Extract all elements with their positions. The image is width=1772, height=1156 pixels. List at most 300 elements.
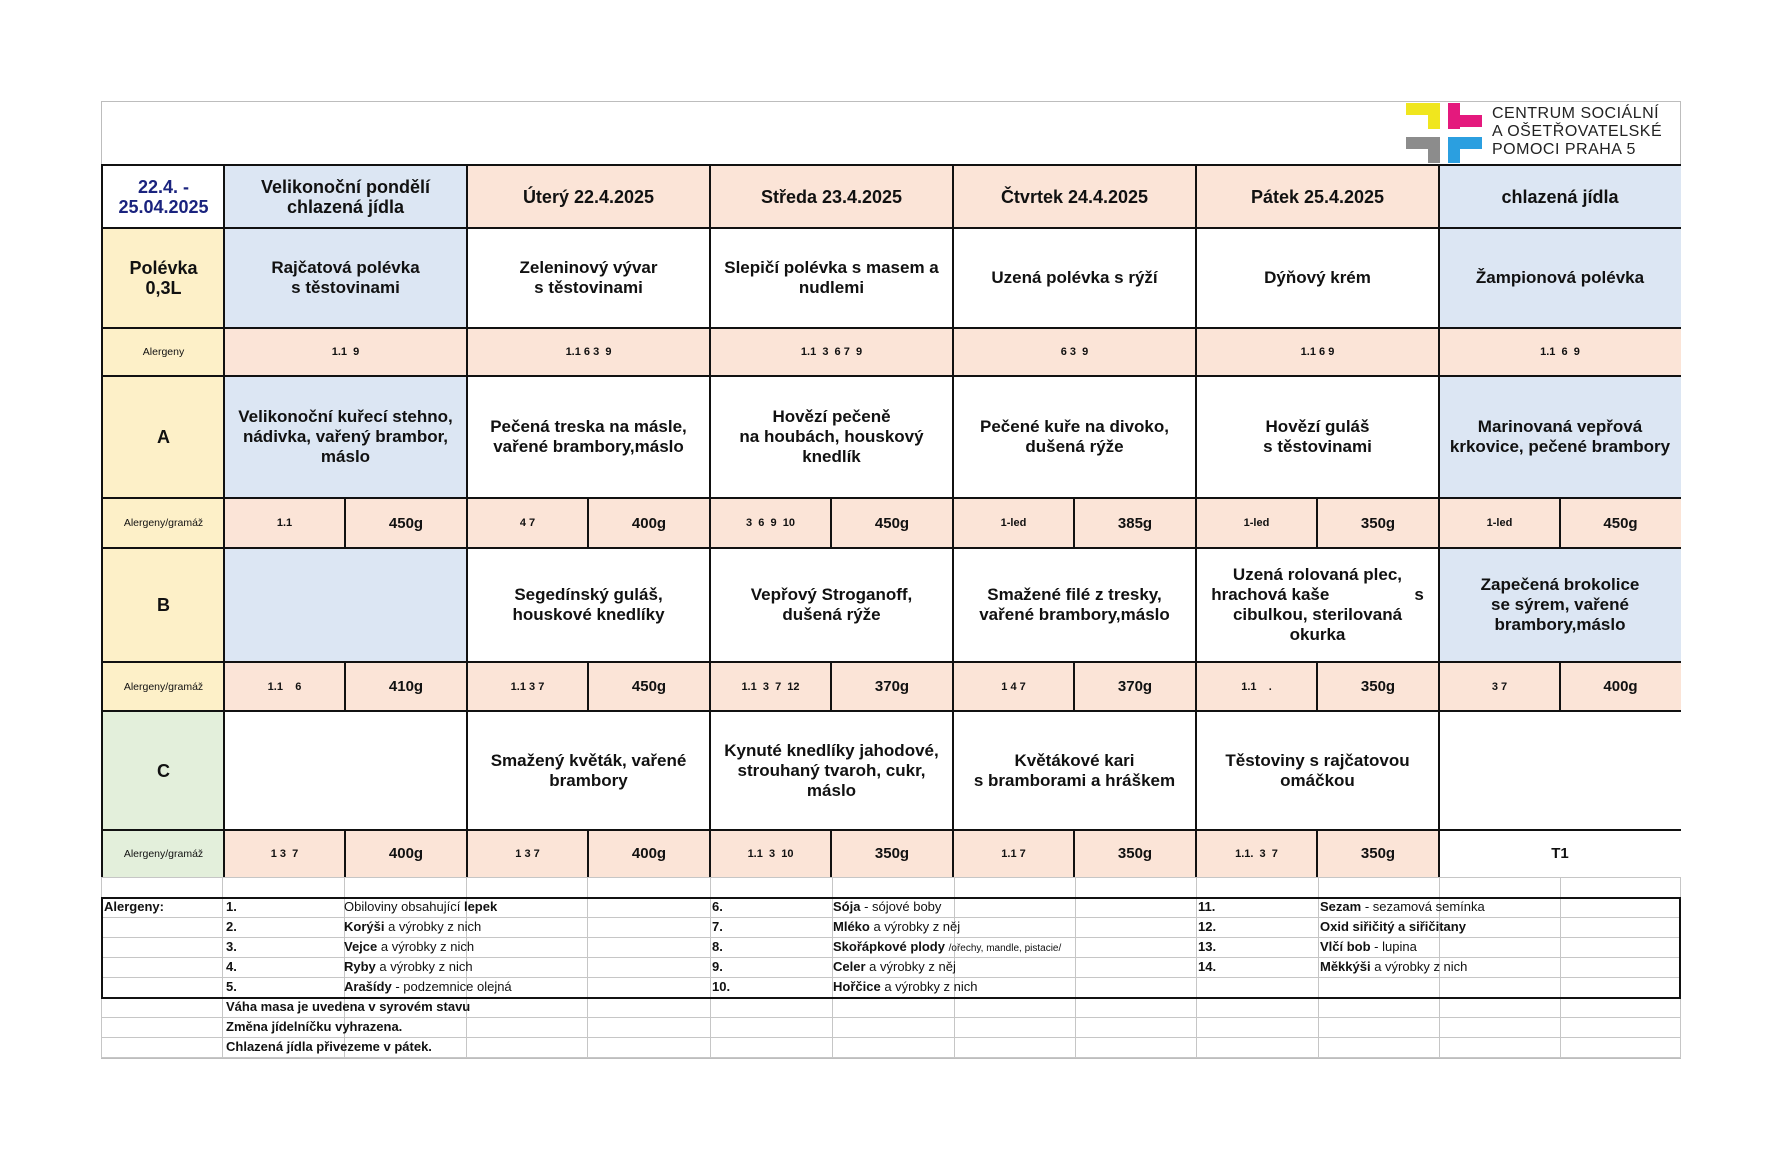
text-line: 350g (874, 845, 910, 862)
text-line: Smažené filé z tresky, (987, 585, 1162, 604)
legend-text-part: a výrobky z něj (869, 919, 961, 934)
cell-text (980, 417, 1169, 457)
cell-text (157, 595, 170, 615)
allergen-codes (467, 662, 588, 711)
portion-weight (1560, 662, 1681, 711)
cell-text (1603, 678, 1637, 695)
text-line: 1.1 3 7 (510, 680, 545, 693)
text-line: vařené brambory,máslo (979, 605, 1170, 624)
text-line: 22.4. - (137, 177, 190, 197)
grid-line (1438, 166, 1441, 877)
day-header (710, 166, 953, 228)
logo-blue-shape (1460, 137, 1482, 149)
text-line: hrachová kaše s (1211, 585, 1424, 604)
legend-text-part: 3. (226, 939, 237, 954)
meal-c-item (710, 711, 953, 830)
cell-text (1118, 845, 1152, 862)
cell-text (1540, 346, 1580, 358)
legend-grid-line (1075, 877, 1076, 1057)
cell-text (1603, 515, 1637, 532)
legend-grid-line (101, 917, 1681, 918)
text-line: Marinovaná vepřová (1477, 417, 1643, 436)
cell-text (746, 517, 795, 529)
logo-text (1492, 105, 1662, 159)
text-line: 1.1 6 3 9 (565, 346, 612, 358)
legend-text-part: 4. (226, 959, 237, 974)
text-line: Slepičí polévka s masem a (724, 258, 939, 277)
grid-line (709, 166, 712, 877)
cell-text (261, 177, 430, 217)
cell-text (1241, 681, 1272, 693)
cell-text (1225, 751, 1409, 791)
allergen-number (712, 979, 730, 994)
soup-allergens (1439, 328, 1681, 376)
cell-text (1061, 346, 1089, 358)
menu-note (226, 1019, 402, 1034)
grid-line (344, 830, 346, 877)
grid-line (1316, 662, 1318, 711)
cell-text (1492, 681, 1507, 693)
allergen-codes (710, 498, 831, 548)
cell-text (1501, 187, 1618, 207)
allergen-gramaz-label (103, 662, 224, 711)
cell-text (389, 678, 423, 695)
legend-text-part: 5. (226, 979, 237, 994)
legend-text-part: Alergeny: (104, 899, 164, 914)
text-line: Dýňový krém (1264, 268, 1371, 287)
meal-a-item (1196, 376, 1439, 498)
cell-text (979, 585, 1170, 625)
logo-magenta-shape (1460, 115, 1482, 127)
grid-line (587, 830, 589, 877)
portion-weight (588, 662, 710, 711)
meal-b-item (710, 548, 953, 662)
text-line: 1.1 6 9 (1540, 346, 1580, 358)
legend-text-part: Celer (833, 959, 866, 974)
day-header (224, 166, 467, 228)
meal-b-label (103, 548, 224, 662)
allergen-number (226, 959, 237, 974)
cell-text (271, 848, 299, 860)
text-line: 25.04.2025 (118, 197, 209, 217)
legend-text-part: Sója (833, 899, 861, 914)
allergen-row-label (103, 328, 224, 376)
text-line: Alergeny/gramáž (123, 847, 204, 860)
legend-grid-line (587, 877, 588, 1057)
cell-text (277, 517, 292, 529)
allergen-gramaz-label (103, 830, 224, 877)
legend-text-part: 10. (712, 979, 731, 994)
day-header (1439, 166, 1681, 228)
text-line: Zapečená brokolice (1480, 575, 1640, 594)
cell-text (1244, 517, 1270, 529)
grid-line (952, 166, 955, 877)
legend-text-part: Obiloviny obsahující (344, 899, 464, 914)
cell-text (143, 346, 184, 358)
text-line: 1-led (1243, 517, 1270, 529)
text-line: 1.1 9 (331, 346, 360, 358)
cell-text (748, 848, 794, 860)
allergen-gramaz-label (103, 498, 224, 548)
grid-line (103, 547, 1681, 550)
text-line: Uzená rolovaná plec, (1232, 565, 1403, 584)
cell-text (632, 678, 666, 695)
portion-weight (1317, 498, 1439, 548)
cell-text (511, 681, 545, 693)
legend-text-part: 2. (226, 919, 237, 934)
legend-text-part: 11. (1198, 899, 1216, 914)
text-line: Středa 23.4.2025 (760, 187, 903, 207)
text-line: 400g (631, 845, 667, 862)
legend-text-part: - sójové boby (860, 899, 942, 914)
legend-text-part: 1. (226, 899, 237, 914)
portion-weight (345, 830, 467, 877)
legend-text-part: Vejce (344, 939, 378, 954)
cell-text (389, 845, 423, 862)
grid-line (1195, 166, 1198, 877)
text-line: nudlemi (798, 278, 865, 297)
logo-gray-shape (1428, 137, 1440, 163)
cell-text (1001, 848, 1025, 860)
meal-c-item (1196, 711, 1439, 830)
text-line: Kynuté knedlíky jahodové, (724, 740, 939, 760)
text-line: 1.1 . (1241, 680, 1272, 693)
cell-text (632, 845, 666, 862)
cell-text (491, 751, 687, 791)
text-line: 1-led (1486, 517, 1513, 529)
meal-a-item (467, 376, 710, 498)
text-line: A (157, 427, 170, 447)
legend-text-part: Chlazená jídla přivezeme v pátek. (226, 1039, 432, 1054)
portion-weight (345, 662, 467, 711)
menu-note (226, 999, 470, 1014)
cell-text (1001, 187, 1148, 207)
grid-line (103, 227, 1681, 230)
cell-text (268, 681, 302, 693)
legend-text-part: - sezamová semínka (1361, 899, 1485, 914)
meal-b-item (467, 548, 710, 662)
text-line: Velikonoční kuřecí stehno, (238, 407, 453, 426)
text-line: dušená rýže (782, 605, 881, 624)
text-line: C (157, 760, 170, 781)
legend-text-part: a výrobky z nich (1370, 959, 1468, 974)
text-line: Alergeny/gramáž (123, 517, 204, 529)
cell-text (515, 848, 539, 860)
grid-line (1559, 498, 1561, 548)
cell-text (761, 187, 902, 207)
soup-label (103, 228, 224, 328)
cell-text (724, 258, 939, 298)
allergen-description (1320, 959, 1467, 974)
legend-grid-line (710, 877, 711, 1057)
allergen-description (833, 939, 1061, 956)
text-line: 450g (388, 514, 424, 532)
text-line: strouhaný tvaroh, cukr, (737, 760, 926, 780)
diet-code-cell (1439, 830, 1681, 877)
text-line: 1.1 3 7 12 (741, 680, 800, 693)
meal-a-item (1439, 376, 1681, 498)
allergen-codes (1196, 662, 1317, 711)
text-line: Úterý 22.4.2025 (522, 187, 655, 207)
allergen-codes (467, 498, 588, 548)
grid-line (1073, 498, 1075, 548)
text-line: s těstovinami (534, 278, 643, 297)
allergen-number (226, 979, 237, 994)
legend-text-part: a výrobky z nich (384, 919, 482, 934)
legend-text-part: Korýši (344, 919, 385, 934)
cell-text (1235, 848, 1278, 860)
allergen-codes (224, 498, 345, 548)
meal-c-item (467, 711, 710, 830)
portion-weight (1560, 498, 1681, 548)
cell-text (1264, 268, 1371, 288)
cell-text (1118, 515, 1152, 532)
cell-text (520, 517, 535, 529)
text-line: 450g (631, 678, 667, 695)
grid-line (1559, 662, 1561, 711)
legend-grid-line (101, 877, 1681, 878)
grid-line (1316, 498, 1318, 548)
soup-item (224, 228, 467, 328)
text-line: chlazená jídla (286, 197, 405, 217)
allergen-number (226, 919, 237, 934)
text-line: 0,3L (145, 278, 182, 298)
grid-line (1316, 830, 1318, 877)
soup-allergens (1196, 328, 1439, 376)
allergen-number (226, 939, 237, 954)
logo-line-1: CENTRUM SOCIÁLNÍ (1492, 105, 1660, 122)
allergen-number (226, 899, 237, 914)
legend-grid-line (101, 937, 1681, 938)
soup-allergens (467, 328, 710, 376)
legend-text-part: Měkkýši (1320, 959, 1371, 974)
allergen-number (1198, 939, 1216, 954)
allergen-number (1198, 959, 1216, 974)
portion-weight (831, 662, 953, 711)
logo-blue-shape (1448, 137, 1460, 163)
legend-grid-line (101, 897, 103, 997)
cell-text (1001, 681, 1025, 693)
cell-text (1211, 565, 1424, 645)
legend-text-part: Ryby (344, 959, 376, 974)
allergen-number (712, 899, 723, 914)
text-line: 1.1 7 (1001, 847, 1026, 860)
text-line: máslo (320, 447, 371, 466)
cell-text (1263, 417, 1372, 457)
allergen-description (344, 939, 474, 954)
cell-text (520, 258, 658, 298)
portion-weight (1074, 662, 1196, 711)
text-line: Hovězí pečeně (772, 407, 891, 426)
cell-text (1001, 517, 1027, 529)
cell-text (490, 417, 687, 457)
grid-line (103, 710, 1681, 713)
text-line: omáčkou (1280, 770, 1355, 790)
cell-text (801, 346, 862, 358)
cell-text (875, 845, 909, 862)
logo-line-2: A OŠETŘOVATELSKÉ (1492, 123, 1663, 140)
allergen-codes (953, 498, 1074, 548)
cell-text (1551, 845, 1569, 862)
meal-b-item (224, 548, 467, 662)
legend-grid-line (1560, 877, 1561, 1057)
text-line: 400g (388, 845, 424, 862)
text-line: Smažený květák, vařené (490, 750, 687, 770)
legend-text-part: a výrobky z nich (377, 939, 475, 954)
text-line: 1 3 7 (270, 847, 299, 860)
legend-text-part: 7. (712, 919, 723, 934)
cell-text (332, 346, 360, 358)
grid-line (103, 327, 1681, 330)
text-line: Polévka (129, 258, 198, 278)
portion-weight (831, 498, 953, 548)
legend-text-part: 12. (1198, 919, 1217, 934)
cell-text (875, 515, 909, 532)
cell-text (129, 258, 197, 298)
text-line: vařené brambory,máslo (493, 437, 684, 456)
cell-text (118, 177, 208, 217)
allergen-description (1320, 899, 1485, 914)
allergen-description (833, 919, 960, 934)
text-line: 1.1 3 10 (747, 847, 794, 860)
cell-text (875, 678, 909, 695)
text-line: Pečená treska na másle, (490, 417, 687, 436)
day-header (467, 166, 710, 228)
legend-text-part: 6. (712, 899, 723, 914)
legend-text-part: - podzemnice olejná (391, 979, 512, 994)
allergen-codes (1196, 830, 1317, 877)
grid-line (466, 166, 469, 877)
cell-text (1301, 346, 1335, 358)
meal-a-item (953, 376, 1196, 498)
text-line: okurka (1289, 625, 1346, 644)
cell-text (974, 751, 1175, 791)
logo-yellow-shape (1406, 103, 1428, 115)
soup-item (1439, 228, 1681, 328)
legend-text-part: 14. (1198, 959, 1217, 974)
cell-text (724, 741, 938, 801)
cell-text (1481, 575, 1640, 635)
grid-line (1073, 662, 1075, 711)
soup-item (467, 228, 710, 328)
meal-a-item (710, 376, 953, 498)
text-line: Alergeny/gramáž (123, 680, 204, 693)
allergen-codes (1439, 498, 1560, 548)
text-line: 1.1 6 (267, 680, 302, 693)
text-line: 1.1. 3 7 (1235, 847, 1278, 860)
legend-grid-line (101, 1057, 1681, 1058)
allergen-description (1320, 919, 1466, 934)
cell-text (1361, 678, 1395, 695)
allergen-description (833, 959, 956, 974)
legend-text-part: a výrobky z nich (880, 979, 978, 994)
allergen-description (344, 959, 473, 974)
meal-c-item (953, 711, 1196, 830)
grid-line (344, 662, 346, 711)
legend-text-part: 13. (1198, 939, 1217, 954)
text-line: 1.1 3 6 7 9 (800, 346, 863, 358)
text-line: chlazená jídla (1501, 187, 1619, 207)
meal-b-item (1439, 548, 1681, 662)
legend-grid-line (101, 957, 1681, 958)
legend-grid-line (222, 877, 223, 1057)
portion-weight (1317, 662, 1439, 711)
text-line: Zeleninový vývar (519, 258, 658, 277)
legend-grid-line (1318, 877, 1319, 1057)
soup-item (953, 228, 1196, 328)
allergen-number (1198, 919, 1216, 934)
allergen-number (712, 939, 723, 954)
logo-gray-shape (1406, 137, 1428, 149)
text-line: máslo (806, 780, 857, 800)
allergen-codes (224, 830, 345, 877)
cell-text (1118, 678, 1152, 695)
cell-text (1251, 187, 1384, 207)
day-header (953, 166, 1196, 228)
cell-text (124, 681, 203, 693)
text-line: houskové knedlíky (512, 605, 665, 624)
logo-magenta-shape (1448, 103, 1460, 129)
text-line: krkovice, pečené brambory (1449, 437, 1671, 456)
legend-text-part: a výrobky z něj (865, 959, 956, 974)
grid-line (587, 498, 589, 548)
allergen-codes (467, 830, 588, 877)
text-line: Těstoviny s rajčatovou (1225, 750, 1410, 770)
cell-text (124, 848, 203, 860)
meal-b-item (1196, 548, 1439, 662)
legend-text-part: Mléko (833, 919, 870, 934)
legend-title (104, 899, 164, 914)
legend-grid-line (101, 977, 1681, 978)
text-line: s těstovinami (1263, 437, 1372, 456)
grid-line (344, 498, 346, 548)
legend-grid-line (101, 1017, 1681, 1018)
allergen-number (712, 959, 723, 974)
text-line: nádivka, vařený brambor, (242, 427, 449, 446)
soup-allergens (710, 328, 953, 376)
text-line: 410g (388, 678, 424, 695)
legend-text-part: a výrobky z nich (375, 959, 473, 974)
grid-line (830, 662, 832, 711)
text-line: 370g (874, 678, 910, 695)
text-line: 350g (1360, 678, 1396, 695)
text-line: 1-led (1000, 517, 1027, 529)
legend-grid-line (101, 1037, 1681, 1038)
grid-line (830, 498, 832, 548)
cell-text (1487, 517, 1513, 529)
legend-text-part: Oxid siřičitý a siřičitany (1320, 919, 1466, 934)
portion-weight (588, 498, 710, 548)
meal-a-item (224, 376, 467, 498)
allergen-codes (224, 662, 345, 711)
text-line: B (157, 595, 170, 615)
text-line: s bramborami a hráškem (973, 770, 1176, 790)
legend-text-part: Změna jídelníčku vyhrazena. (226, 1019, 403, 1034)
soup-item (1196, 228, 1439, 328)
cell-text (124, 517, 203, 529)
portion-weight (831, 830, 953, 877)
portion-weight (345, 498, 467, 548)
day-header (1196, 166, 1439, 228)
logo-yellow-shape (1428, 103, 1440, 129)
portion-weight (588, 830, 710, 877)
text-line: Vepřový Stroganoff, (750, 585, 913, 604)
text-line: Uzená polévka s rýží (991, 268, 1158, 287)
portion-weight (1074, 498, 1196, 548)
text-line: Alergeny (142, 346, 185, 358)
grid-line (830, 830, 832, 877)
text-line: 6 3 9 (1060, 346, 1089, 358)
